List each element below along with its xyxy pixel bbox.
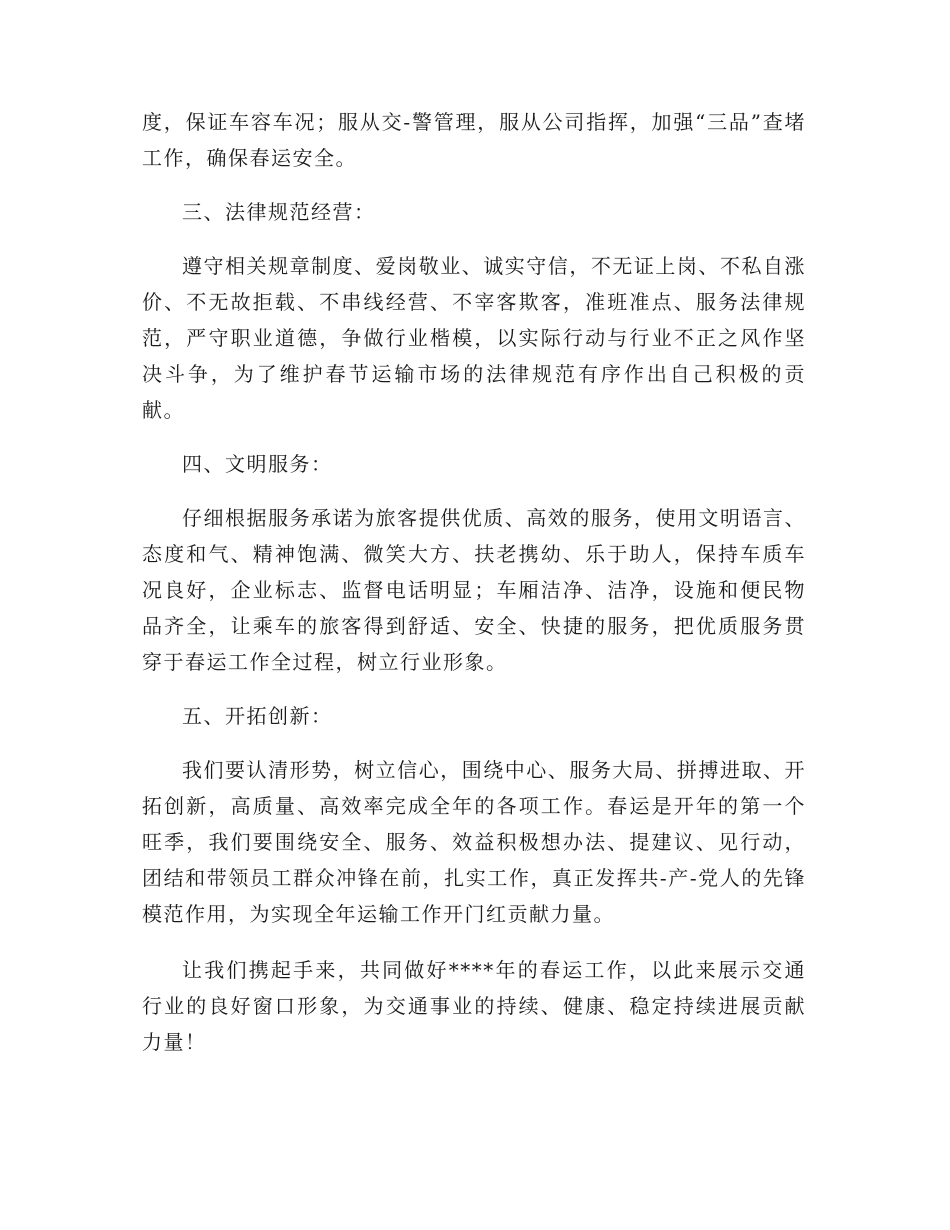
continuation-paragraph: 度，保证车容车况；服从交-警管理，服从公司指挥，加强“三品”查堵工作，确保春运安全。 xyxy=(142,110,806,170)
section-heading-innovation: 五、开拓创新： xyxy=(182,704,333,728)
document-page xyxy=(142,104,806,1060)
section-body-law: 遵守相关规章制度、爱岗敬业、诚实守信，不无证上岗、不私自涨价、不无故拒载、不串线经营、不宰客欺客，准班准点、服务法律规范，严守职业道德，争做行业楷模，以实际行动与行业不正之风作坚决斗争，为了维护春节运输市场的法律规范有序作出自己积极的贡献。 xyxy=(142,254,806,422)
section-heading-law: 三、法律规范经营： xyxy=(182,200,376,224)
closing-paragraph: 让我们携起手来，共同做好****年的春运工作，以此来展示交通行业的良好窗口形象，为交通事业的持续、健康、稳定持续进展贡献力量！ xyxy=(142,958,806,1054)
section-heading-service: 四、文明服务： xyxy=(182,452,333,476)
section-body-service: 仔细根据服务承诺为旅客提供优质、高效的服务，使用文明语言、态度和气、精神饱满、微笑大方、扶老携幼、乐于助人，保持车质车况良好，企业标志、监督电话明显；车厢洁净、洁净，设施和便民物品齐全，让乘车的旅客得到舒适、安全、快捷的服务，把优质服务贯穿于春运工作全过程，树立行业形象。 xyxy=(142,506,806,674)
section-body-innovation: 我们要认清形势，树立信心，围绕中心、服务大局、拼搏进取、开拓创新，高质量、高效率完成全年的各项工作。春运是开年的第一个旺季，我们要围绕安全、服务、效益积极想办法、提建议、见行动，团结和带领员工群众冲锋在前，扎实工作，真正发挥共-产-党人的先锋模范作用，为实现全年运输工作开门红贡献力量。 xyxy=(142,758,806,926)
